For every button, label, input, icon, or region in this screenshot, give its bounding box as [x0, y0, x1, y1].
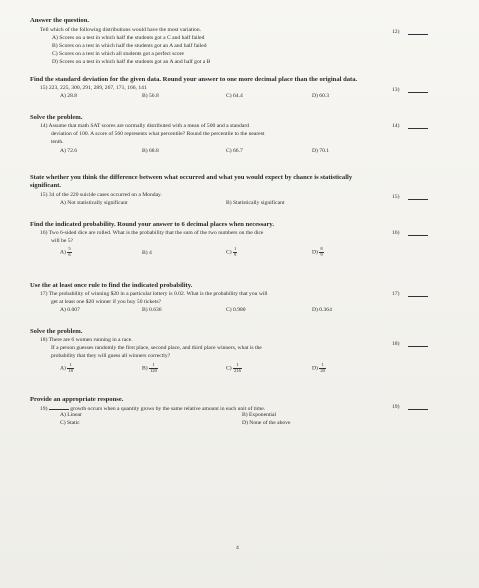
section-header: Answer the question.	[30, 17, 90, 24]
question-12: Tell which of the following distributions would have the most variation.	[40, 27, 202, 33]
question-14-line1: 14) Assume that math SAT scores are normally distributed with a mean of 500 and a standard	[40, 123, 249, 129]
choice-b: B) Statistically significant	[226, 200, 285, 206]
section-header: Solve the problem.	[30, 114, 83, 121]
fraction: $\frac{1}{120}$	[150, 362, 157, 373]
fraction: $\frac{5}{6}$	[68, 246, 71, 257]
question-18-line1: 18) There are 6 women running in a race.	[40, 337, 133, 343]
answer-number-15: 15)	[392, 194, 400, 200]
question-17-line1: 17) The probability of winning $20 in a particular lottery is 0.02. What is the probability that you will	[40, 291, 268, 297]
answer-blank-14[interactable]	[408, 124, 428, 129]
section-header: State whether you think the difference between what occurred and what you would expect by chance is statistically	[30, 174, 353, 181]
fraction: $\frac{8}{9}$	[320, 246, 323, 257]
answer-blank-15[interactable]	[408, 195, 428, 200]
choice-a: A) $\frac{1}{18}$	[60, 362, 73, 373]
choice-d: D) 70.1	[312, 148, 330, 154]
section-header: Use the at least once rule to find the indicated probability.	[30, 282, 193, 289]
question-18-line3: probability that they will guess all winners correctly?	[51, 353, 171, 359]
choice-b: B) 68.8	[142, 148, 159, 154]
page-number: 4	[236, 545, 239, 551]
choice-a: A) 28.8	[60, 93, 78, 99]
choice-c: C) 0.980	[226, 307, 246, 313]
answer-number-19: 19)	[392, 404, 400, 410]
choice-c: C) $\frac{1}{216}$	[226, 362, 241, 373]
choice-a: A) $\frac{5}{6}$	[60, 246, 71, 257]
choice-b: B) 0.636	[142, 307, 162, 313]
section-header-continued: significant.	[30, 182, 61, 189]
section-header: Find the standard deviation for the given data. Round your answer to one more decimal place than the original data.	[30, 76, 358, 83]
choice-c: C) Static	[60, 420, 80, 426]
fraction: $\frac{1}{216}$	[234, 362, 241, 373]
choice-a: A) Not statistically significant	[60, 200, 128, 206]
choice-b: B) 4	[142, 250, 152, 256]
choice-b: B) 56.8	[142, 93, 159, 99]
answer-blank-16[interactable]	[408, 231, 428, 236]
fraction: $\frac{1}{9}$	[234, 246, 237, 257]
choice-d: D) 60.3	[312, 93, 330, 99]
answer-blank-19[interactable]	[408, 405, 428, 410]
choice-a: A) 72.6	[60, 148, 78, 154]
question-18-line2: If a person guesses randomly the first place, second place, and third place winners, what is the	[51, 345, 262, 351]
answer-blank-17[interactable]	[408, 292, 428, 297]
question-14-line2: deviation of 100. A score of 560 represents what percentile? Round the percentile to the nearest	[51, 131, 265, 137]
choice-a: A) Scores on a test in which half the students got a C and half failed	[52, 35, 205, 41]
fraction: $\frac{1}{20}$	[320, 362, 325, 373]
choice-c: C) 64.4	[226, 93, 243, 99]
choice-b: B) Scores on a test in which half the students got an A and half failed	[52, 43, 207, 49]
choice-a: A) 0.007	[60, 307, 80, 313]
fill-in-blank[interactable]	[49, 405, 69, 410]
choice-d: D) 0.364	[312, 307, 332, 313]
question-13: 15) 223, 225, 300, 291, 289, 267, 171, 166, 141	[40, 85, 147, 91]
answer-number-16: 16)	[392, 230, 400, 236]
answer-number-13: 13)	[392, 87, 400, 93]
answer-number-18: 18)	[392, 341, 400, 347]
answer-blank-13[interactable]	[408, 88, 428, 93]
choice-c: C) 66.7	[226, 148, 243, 154]
choice-d: D) $\frac{1}{20}$	[312, 362, 325, 373]
question-16-line2: will be 5?	[51, 238, 74, 244]
choice-b: B) Exponential	[242, 412, 277, 418]
answer-blank-12[interactable]	[408, 30, 428, 35]
answer-number-14: 14)	[392, 123, 400, 129]
question-14-line3: tenth.	[51, 139, 64, 145]
question-16-line1: 16) Two 6-sided dice are rolled. What is the probability that the sum of the two numbers on the dice	[40, 230, 264, 236]
answer-number-12: 12)	[392, 29, 400, 35]
choice-c: C) Scores on a test in which all students got a perfect score	[52, 51, 185, 57]
section-header: Find the indicated probability. Round your answer to 6 decimal places when necessary.	[30, 221, 274, 228]
answer-blank-18[interactable]	[408, 342, 428, 347]
choice-d: D) $\frac{8}{9}$	[312, 246, 323, 257]
question-15: 15) 34 of the 220 suicide cases occurred on a Monday.	[40, 192, 162, 198]
question-19: 19) growth occurs when a quantity grows by the same relative amount in each unit of time.	[40, 406, 266, 412]
question-17-line2: get at least one $20 winner if you buy 50 tickets?	[51, 299, 161, 305]
section-header: Solve the problem.	[30, 328, 83, 335]
section-header: Provide an appropriate response.	[30, 396, 124, 403]
choice-c: C) $\frac{1}{9}$	[226, 246, 237, 257]
fraction: $\frac{1}{18}$	[68, 362, 73, 373]
choice-d: D) Scores on a test in which half the students got an A and half got a B	[52, 59, 211, 65]
choice-d: D) None of the above	[242, 420, 291, 426]
answer-number-17: 17)	[392, 291, 400, 297]
choice-a: A) Linear	[60, 412, 82, 418]
choice-b: B) $\frac{1}{120}$	[142, 362, 157, 373]
